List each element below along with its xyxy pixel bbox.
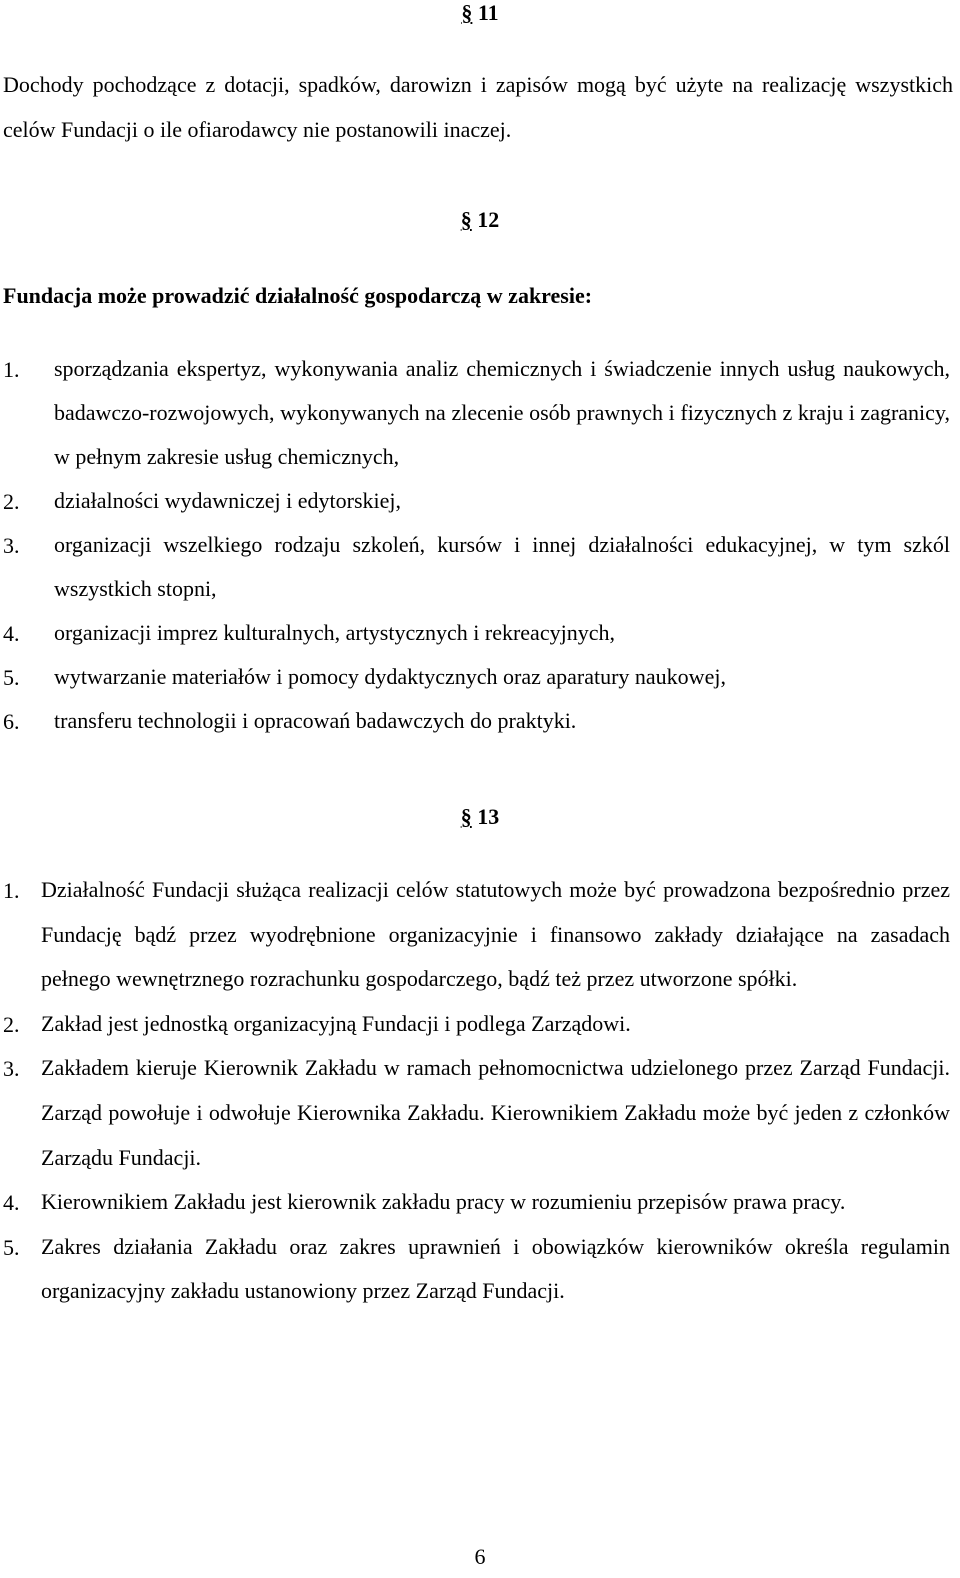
list-item <box>3 655 950 699</box>
list-item-number: 1. <box>3 878 20 903</box>
list-item <box>3 347 950 479</box>
list-item-number: 3. <box>3 533 20 558</box>
section-sign: § <box>460 207 472 232</box>
section-12-heading <box>0 207 960 233</box>
list-item-number: 2. <box>3 1011 20 1037</box>
list-item-text: sporządzania ekspertyz, wykonywania analiz chemicznych i świadczenie innych usług naukowych, badawczo-rozwojowych, wykonywanych na zlecenie osób prawnych i fizycznych z kraju i zagranicy, w pełnym zakresie usług chemicznych, <box>54 356 950 469</box>
section-number: 12 <box>477 207 500 232</box>
list-item <box>3 1046 950 1180</box>
list-item <box>3 523 950 611</box>
list-item <box>3 699 950 743</box>
section-sign: § <box>460 804 472 829</box>
list-item-text: Zakład jest jednostką organizacyjną Fundacji i podlega Zarządowi. <box>41 1010 631 1036</box>
list-item <box>3 1180 950 1225</box>
list-item-text: Zakładem kieruje Kierownik Zakładu w ramach pełnomocnictwa udzielonego przez Zarząd Fundacji. Zarząd powołuje i odwołuje Kierownika Zakładu. Kierownikiem Zakładu może być jeden z członków Zarządu Fundacji. <box>41 1055 950 1170</box>
list-item-number: 6. <box>3 709 20 734</box>
list-item-text: działalności wydawniczej i edytorskiej, <box>54 488 401 513</box>
section-13-list <box>3 868 950 1314</box>
section-12-lead: Fundacja może prowadzić działalność gospodarczą w zakresie: <box>3 283 593 308</box>
section-13-heading <box>0 804 960 830</box>
list-item-number: 2. <box>3 489 20 514</box>
list-item <box>3 1225 950 1314</box>
list-item-number: 4. <box>3 621 20 646</box>
section-11-heading <box>0 0 960 26</box>
list-item-number: 3. <box>3 1056 20 1082</box>
list-item-text: Zakres działania Zakładu oraz zakres uprawnień i obowiązków kierowników określa regulamin organizacyjny zakładu ustanowiony przez Zarząd Fundacji. <box>41 1233 950 1304</box>
section-sign: § <box>461 0 473 25</box>
list-item-text: Kierownikiem Zakładu jest kierownik zakładu pracy w rozumieniu przepisów prawa pracy. <box>41 1189 846 1215</box>
list-item-text: Działalność Fundacji służąca realizacji celów statutowych może być prowadzona bezpośrednio przez Fundację bądź przez wyodrębnione organizacyjnie i finansowo zakłady działające na zasadach pełnego wewnętrznego rozrachunku gospodarczego, bądź też przez utworzone spółki. <box>41 877 950 992</box>
list-item-text: transferu technologii i opracowań badawczych do praktyki. <box>54 708 577 733</box>
list-item-number: 5. <box>3 1234 20 1260</box>
list-item <box>3 611 950 655</box>
list-item-number: 1. <box>3 357 20 382</box>
section-number: 13 <box>477 804 500 829</box>
section-11-text: Dochody pochodzące z dotacji, spadków, darowizn i zapisów mogą być użyte na realizację wszystkich celów Fundacji o ile ofiarodawcy nie postanowili inaczej. <box>3 72 953 142</box>
list-item-number: 5. <box>3 665 20 690</box>
list-item <box>3 479 950 523</box>
list-item <box>3 868 950 1002</box>
list-item <box>3 1002 950 1047</box>
list-item-number: 4. <box>3 1190 20 1216</box>
list-item-text: organizacji imprez kulturalnych, artystycznych i rekreacyjnych, <box>54 620 615 645</box>
section-number: 11 <box>477 0 499 25</box>
page-number: 6 <box>474 1544 486 1569</box>
list-item-text: organizacji wszelkiego rodzaju szkoleń, kursów i innej działalności edukacyjnej, w tym szkól wszystkich stopni, <box>54 532 950 601</box>
section-12-list <box>3 347 950 743</box>
list-item-text: wytwarzanie materiałów i pomocy dydaktycznych oraz aparatury naukowej, <box>54 664 726 689</box>
